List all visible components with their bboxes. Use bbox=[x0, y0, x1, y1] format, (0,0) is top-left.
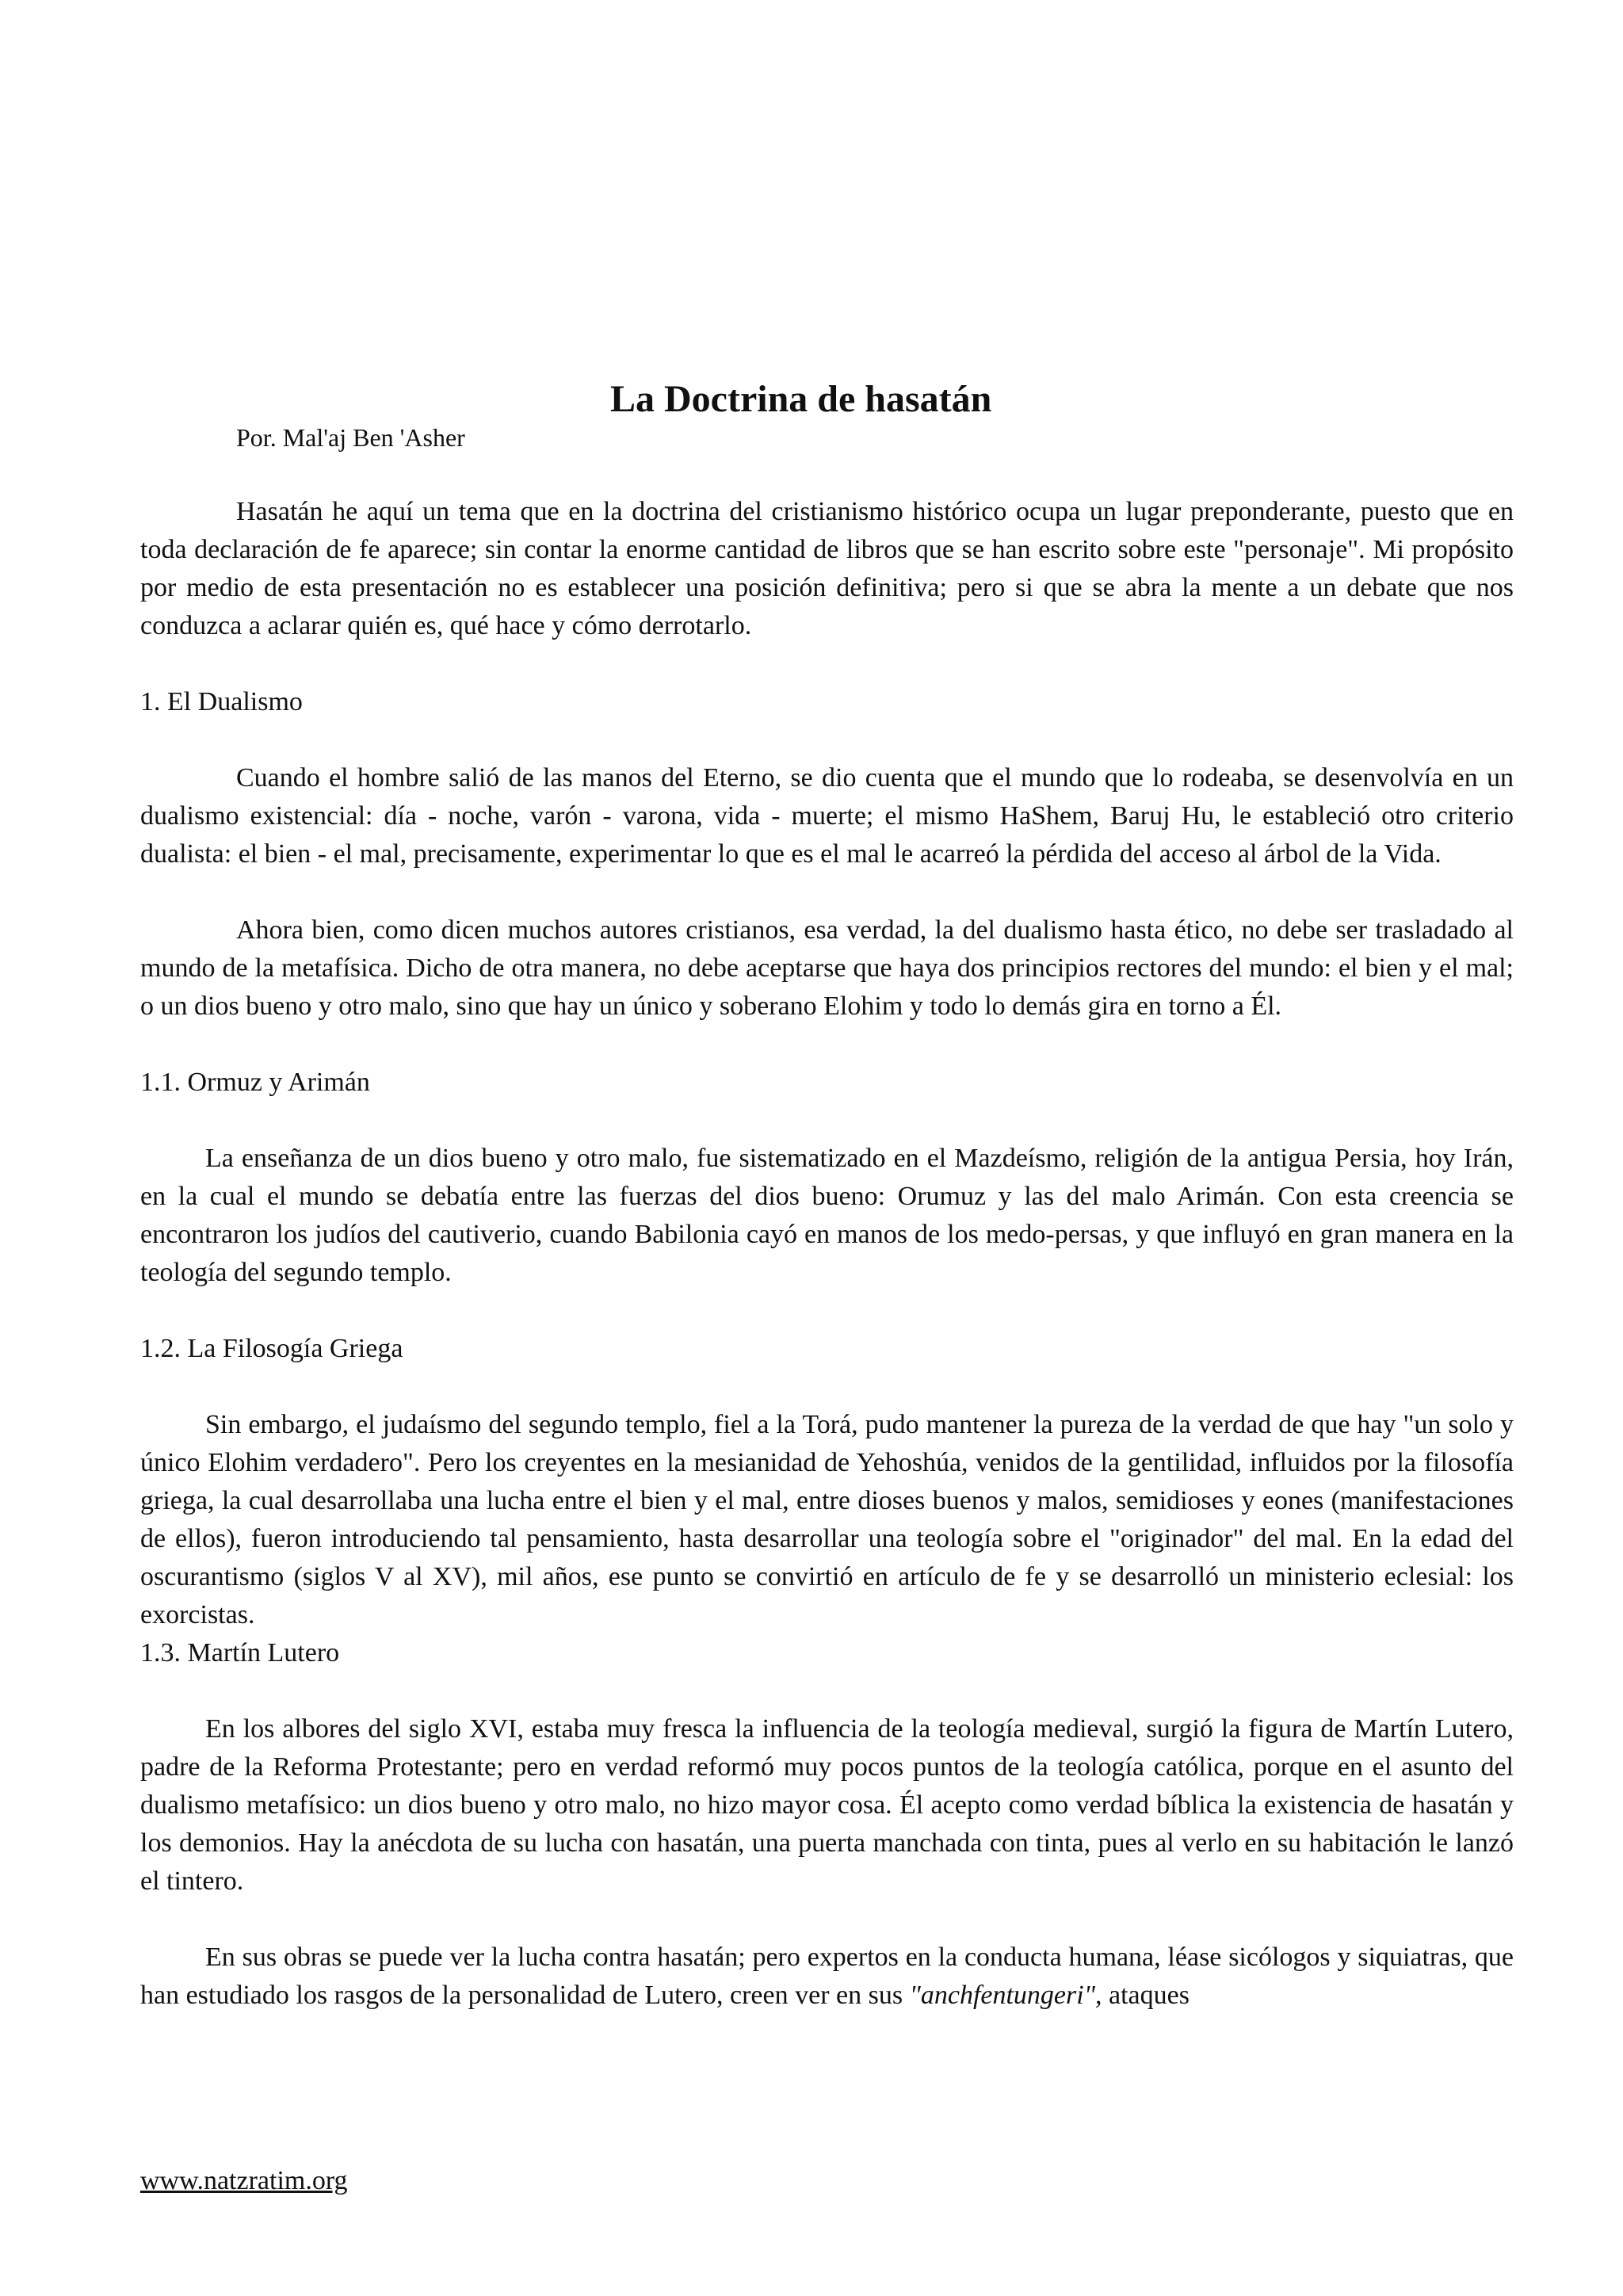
intro-paragraph: Hasatán he aquí un tema que en la doctrina del cristianismo histórico ocupa un lugar preponderante, puesto que en toda declaración de fe aparece; sin contar la enorme cantidad de libros que se han escrito sobre este "personaje". Mi propósito por medio de esta presentación no es establecer una posición definitiva; pero si que se abra la mente a un debate que nos conduzca a aclarar quién es, qué hace y cómo derrotarlo. bbox=[140, 497, 1514, 640]
paragraph-ormuz: La enseñanza de un dios bueno y otro malo, fue sistematizado en el Mazdeísmo, religión de la antigua Persia, hoy Irán, en la cual el mundo se debatía entre las fuerzas del dios bueno: Orumuz y las del malo Arimán. Con esta creencia se encontraron los judíos del cautiverio, cuando Babilonia cayó en manos de los medo-persas, y que influyó en gran manera en la teología del segundo templo. bbox=[140, 1144, 1514, 1287]
section-heading-ormuz: 1.1. Ormuz y Arimán bbox=[140, 1068, 370, 1097]
paragraph-lutero-2-start: En sus obras se puede ver la lucha contra hasatán; pero expertos en la conducta humana, léase sicólogos y siquiatras, que han estudiado los rasgos de la personalidad de Lutero, creen ver en sus bbox=[140, 1943, 1514, 2010]
section-heading-filosofia: 1.2. La Filosogía Griega bbox=[140, 1334, 403, 1363]
paragraph-lutero-2-end: ataques bbox=[1102, 1981, 1190, 2010]
footer-link[interactable]: www.natzratim.org bbox=[140, 2166, 348, 2195]
document-body bbox=[140, 493, 1514, 2015]
italic-term: "anchfentungeri", bbox=[909, 1981, 1102, 2010]
paragraph-filosofia: Sin embargo, el judaísmo del segundo templo, fiel a la Torá, pudo mantener la pureza de la verdad de que hay "un solo y único Elohim verdadero". Pero los creyentes en la mesianidad de Yehoshúa, venidos de la gentilidad, influidos por la filosofía griega, la cual desarrollaba una lucha entre el bien y el mal, entre dioses buenos y malos, semidioses y eones (manifestaciones de ellos), fueron introduciendo tal pensamiento, hasta desarrollar una teología sobre el "originador" del mal. En la edad del oscurantismo (siglos V al XV), mil años, ese punto se convirtió en artículo de fe y se desarrolló un ministerio eclesial: los exorcistas. bbox=[140, 1410, 1514, 1629]
paragraph-lutero-1: En los albores del siglo XVI, estaba muy fresca la influencia de la teología medieval, surgió la figura de Martín Lutero, padre de la Reforma Protestante; pero en verdad reformó muy pocos puntos de la teología católica, porque en el asunto del dualismo metafísico: un dios bueno y otro malo, no hizo mayor cosa. Él acepto como verdad bíblica la existencia de hasatán y los demonios. Hay la anécdota de su lucha con hasatán, una puerta manchada con tinta, pues al verlo en su habitación le lanzó el tintero. bbox=[140, 1714, 1514, 1896]
paragraph-dualismo-1: Cuando el hombre salió de las manos del Eterno, se dio cuenta que el mundo que lo rodeaba, se desenvolvía en un dualismo existencial: día - noche, varón - varona, vida - muerte; el mismo HaShem, Baruj Hu, le estableció otro criterio dualista: el bien - el mal, precisamente, experimentar lo que es el mal le acarreó la pérdida del acceso al árbol de la Vida. bbox=[140, 763, 1514, 869]
section-heading-lutero: 1.3. Martín Lutero bbox=[140, 1638, 340, 1668]
document-title: La Doctrina de hasatán bbox=[610, 378, 992, 420]
author-line: Por. Mal'aj Ben 'Asher bbox=[236, 423, 465, 452]
section-heading-dualismo: 1. El Dualismo bbox=[140, 687, 303, 716]
paragraph-dualismo-2: Ahora bien, como dicen muchos autores cristianos, esa verdad, la del dualismo hasta ético, no debe ser trasladado al mundo de la metafísica. Dicho de otra manera, no debe aceptarse que haya dos principios rectores del mundo: el bien y el mal; o un dios bueno y otro malo, sino que hay un único y soberano Elohim y todo lo demás gira en torno a Él. bbox=[140, 915, 1514, 1021]
paragraph-lutero-2 bbox=[140, 1939, 1514, 2015]
